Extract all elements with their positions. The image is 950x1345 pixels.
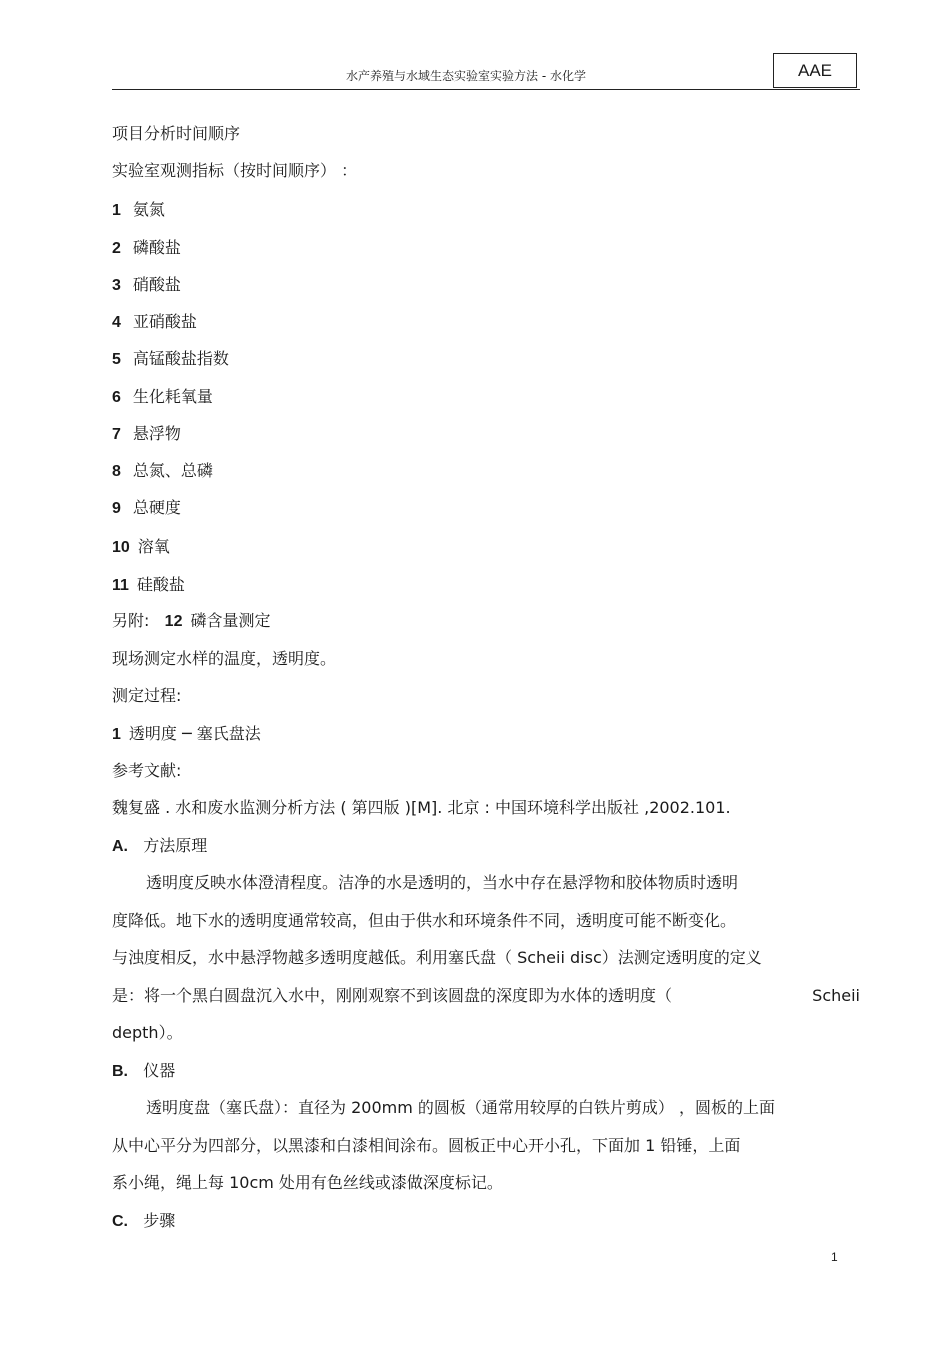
paragraph-text: 是：将一个黑白圆盘沉入水中，刚刚观察不到该圆盘的深度即为水体的透明度（ xyxy=(112,986,673,1005)
paragraph-line: 透明度盘（塞氏盘）：直径为 200mm 的圆板（通常用较厚的白铁片剪成） ，圆板的上面 xyxy=(146,1098,775,1117)
list-number: 7 xyxy=(112,426,121,443)
section-c-heading xyxy=(112,1211,175,1232)
list-label: 硅酸盐 xyxy=(136,575,185,594)
list-item xyxy=(112,387,213,408)
section-title: 仪器 xyxy=(143,1061,176,1080)
list-item xyxy=(112,312,197,333)
list-number: 9 xyxy=(112,500,121,517)
section-title: 方法原理 xyxy=(143,836,208,855)
paragraph-line: 系小绳，绳上每 10cm 处用有色丝线或漆做深度标记。 xyxy=(112,1173,503,1192)
section-b-heading xyxy=(112,1061,175,1082)
field-note: 现场测定水样的温度，透明度。 xyxy=(112,649,337,668)
paragraph-line: 从中心平分为四部分，以黑漆和白漆相间涂布。圆板正中心开小孔，下面加 1 铅锤，上面 xyxy=(112,1136,741,1155)
method-title: 透明度 ─ 塞氏盘法 xyxy=(128,724,261,743)
list-item xyxy=(112,537,170,558)
header-divider xyxy=(112,89,860,90)
section-a-heading xyxy=(112,836,207,857)
header-badge: AAE xyxy=(773,53,857,88)
reference-citation: 魏复盛 . 水和废水监测分析方法 ( 第四版 )[M]. 北京 : 中国环境科学出版社 ,2002.101. xyxy=(112,798,731,817)
list-number: 11 xyxy=(112,577,129,594)
list-label: 总硬度 xyxy=(132,498,181,517)
list-label: 氨氮 xyxy=(132,200,165,219)
list-label: 溶氧 xyxy=(137,537,170,556)
section-title: 步骤 xyxy=(143,1211,176,1230)
list-label: 硝酸盐 xyxy=(132,275,181,294)
paragraph-tail: Scheii xyxy=(812,986,860,1005)
list-label: 亚硝酸盐 xyxy=(132,312,197,331)
list-label: 悬浮物 xyxy=(132,424,181,443)
list-item xyxy=(112,424,181,445)
list-label: 生化耗氧量 xyxy=(132,387,213,406)
paragraph-line xyxy=(112,986,860,1006)
list-item xyxy=(112,349,229,370)
running-header: 水产养殖与水域生态实验室实验方法 - 水化学 xyxy=(346,69,586,83)
list-number: 5 xyxy=(112,351,121,368)
extra-label: 磷含量测定 xyxy=(190,611,271,630)
list-number: 6 xyxy=(112,389,121,406)
list-number: 1 xyxy=(112,202,121,219)
extra-prefix: 另附: xyxy=(112,611,150,630)
section-letter: B. xyxy=(112,1063,128,1080)
method-heading xyxy=(112,724,261,745)
paragraph-line: depth）。 xyxy=(112,1023,183,1042)
method-number: 1 xyxy=(112,726,121,743)
extra-item xyxy=(112,611,270,632)
list-item xyxy=(112,275,181,296)
reference-label: 参考文献: xyxy=(112,761,182,780)
list-number: 8 xyxy=(112,463,121,480)
list-label: 总氮、总磷 xyxy=(132,461,213,480)
section-heading: 项目分析时间顺序 xyxy=(112,124,241,143)
paragraph-line: 与浊度相反，水中悬浮物越多透明度越低。利用塞氏盘（ Scheii disc）法测定透明度的定义 xyxy=(112,948,762,967)
list-item xyxy=(112,498,181,519)
list-number: 10 xyxy=(112,539,130,556)
paragraph-line: 度降低。地下水的透明度通常较高，但由于供水和环境条件不同，透明度可能不断变化。 xyxy=(112,911,737,930)
process-label: 测定过程: xyxy=(112,686,182,705)
section-letter: A. xyxy=(112,838,128,855)
section-letter: C. xyxy=(112,1213,128,1230)
indicators-label: 实验室观测指标（按时间顺序） ： xyxy=(112,161,358,180)
list-item xyxy=(112,238,181,259)
list-label: 磷酸盐 xyxy=(132,238,181,257)
list-label: 高锰酸盐指数 xyxy=(132,349,229,368)
page-number: 1 xyxy=(831,1250,838,1264)
list-item xyxy=(112,461,213,482)
extra-number: 12 xyxy=(164,613,183,630)
list-number: 3 xyxy=(112,277,121,294)
list-number: 4 xyxy=(112,314,121,331)
list-item xyxy=(112,575,185,596)
list-number: 2 xyxy=(112,240,121,257)
list-item xyxy=(112,200,165,221)
paragraph-line: 透明度反映水体澄清程度。洁净的水是透明的，当水中存在悬浮物和胶体物质时透明 xyxy=(146,873,739,892)
